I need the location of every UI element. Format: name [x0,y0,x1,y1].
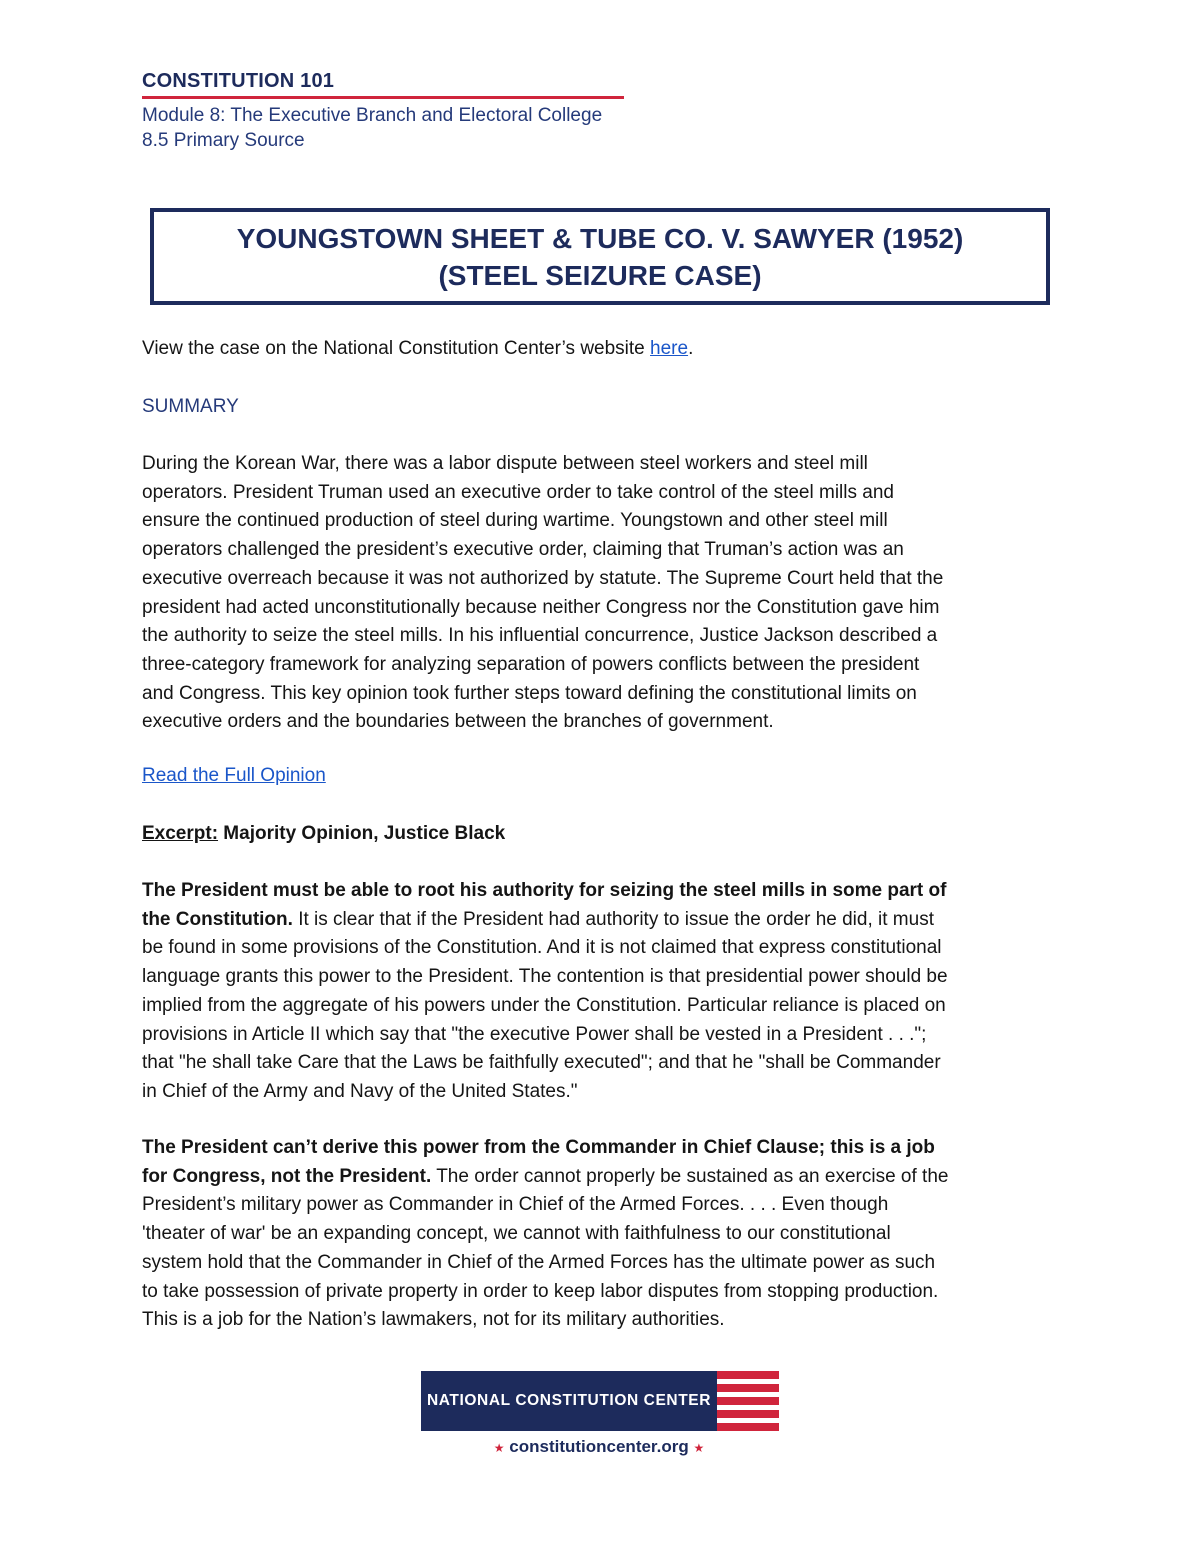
summary-line: and Congress. This key opinion took further steps toward defining the constitutional limits on [142,682,917,704]
summary-line: three-category framework for analyzing separation of powers conflicts between the president [142,653,920,675]
opinion-paragraph-2 [142,1134,1062,1335]
summary-heading: SUMMARY [142,396,239,417]
paragraph-heading-end: for Congress, not the President. [142,1165,432,1187]
excerpt-title: Majority Opinion, Justice Black [218,823,506,844]
star-icon: ★ [693,1441,705,1455]
summary-paragraph [142,450,1062,737]
logo-url-line [489,1437,709,1457]
course-title: CONSTITUTION 101 [142,70,335,92]
document-header [142,68,642,153]
section-title: 8.5 Primary Source [142,130,305,151]
paragraph-line [142,906,1062,935]
module-title: Module 8: The Executive Branch and Electoral College [142,105,603,126]
paragraph-line: implied from the aggregate of his powers under the Constitution. Particular reliance is placed on [142,994,946,1016]
intro-text: View the case on the National Constitution Center’s website [142,338,651,359]
national-constitution-center-logo [421,1371,781,1461]
summary-line: executive orders and the boundaries between the branches of government. [142,711,774,733]
opinion-paragraph-1 [142,877,1062,1107]
intro-paragraph [142,335,1062,364]
excerpt-heading [142,820,1062,849]
paragraph-line: President’s military power as Commander in Chief of the Armed Forces. . . . Even though [142,1194,889,1216]
paragraph-line: in Chief of the Army and Navy of the United States." [142,1080,578,1102]
paragraph-line: be found in some provisions of the Constitution. And it is not claimed that express constitutional [142,937,942,959]
summary-line: ensure the continued production of steel during wartime. Youngstown and other steel mill [142,510,888,532]
excerpt-label: Excerpt: [142,823,219,844]
paragraph-line: that "he shall take Care that the Laws be faithfully executed"; and that he "shall be Commander [142,1052,941,1074]
summary-line: During the Korean War, there was a labor dispute between steel workers and steel mill [142,453,868,474]
star-icon: ★ [493,1441,505,1455]
paragraph-heading-end: the Constitution. [142,908,293,930]
read-full-opinion-link[interactable]: Read the Full Opinion [142,765,326,786]
header-rule [142,96,624,99]
summary-line: operators. President Truman used an executive order to take control of the steel mills and [142,481,894,503]
summary-line: operators challenged the president’s executive order, claiming that Truman’s action was an [142,539,904,561]
paragraph-line: 'theater of war' be an expanding concept, we cannot with faithfulness to our constitutional [142,1223,891,1245]
read-opinion-row [142,762,1062,791]
paragraph-line-rest: It is clear that if the President had authority to issue the order he did, it must [292,908,934,930]
paragraph-heading-line: The President must be able to root his authority for seizing the steel mills in some part of [142,880,947,901]
case-title-line-1: YOUNGSTOWN SHEET & TUBE CO. V. SAWYER (1952) [236,222,964,254]
paragraph-line: language grants this power to the President. The contention is that presidential power should be [142,966,948,988]
summary-line: president had acted unconstitutionally because neither Congress nor the Constitution gave him [142,596,940,618]
summary-line: executive overreach because it was not authorized by statute. The Supreme Court held that the [142,567,944,589]
paragraph-line: system hold that the Commander in Chief of the Armed Forces has the ultimate power as such [142,1251,936,1273]
logo-url: constitutioncenter.org [509,1437,689,1456]
paragraph-line [142,1163,1062,1192]
paragraph-line: This is a job for the Nation’s lawmakers, not for its military authorities. [142,1309,725,1331]
intro-period: . [688,338,694,359]
paragraph-line-rest: The order cannot properly be sustained as an exercise of the [431,1165,949,1187]
paragraph-line: provisions in Article II which say that "the executive Power shall be vested in a President . . ."; [142,1023,927,1045]
case-website-link[interactable]: here [650,338,689,359]
summary-line: the authority to seize the steel mills. In his influential concurrence, Justice Jackson described a [142,625,938,647]
logo-name-bar: NATIONAL CONSTITUTION CENTER [421,1371,717,1431]
case-title-box [150,208,1050,305]
paragraph-line: to take possession of private property in order to keep labor disputes from stopping production. [142,1280,939,1302]
case-title-line-2: (STEEL SEIZURE CASE) [438,259,762,291]
paragraph-heading-line: The President can’t derive this power from the Commander in Chief Clause; this is a job [142,1137,935,1158]
flag-stripes-icon [717,1371,779,1431]
